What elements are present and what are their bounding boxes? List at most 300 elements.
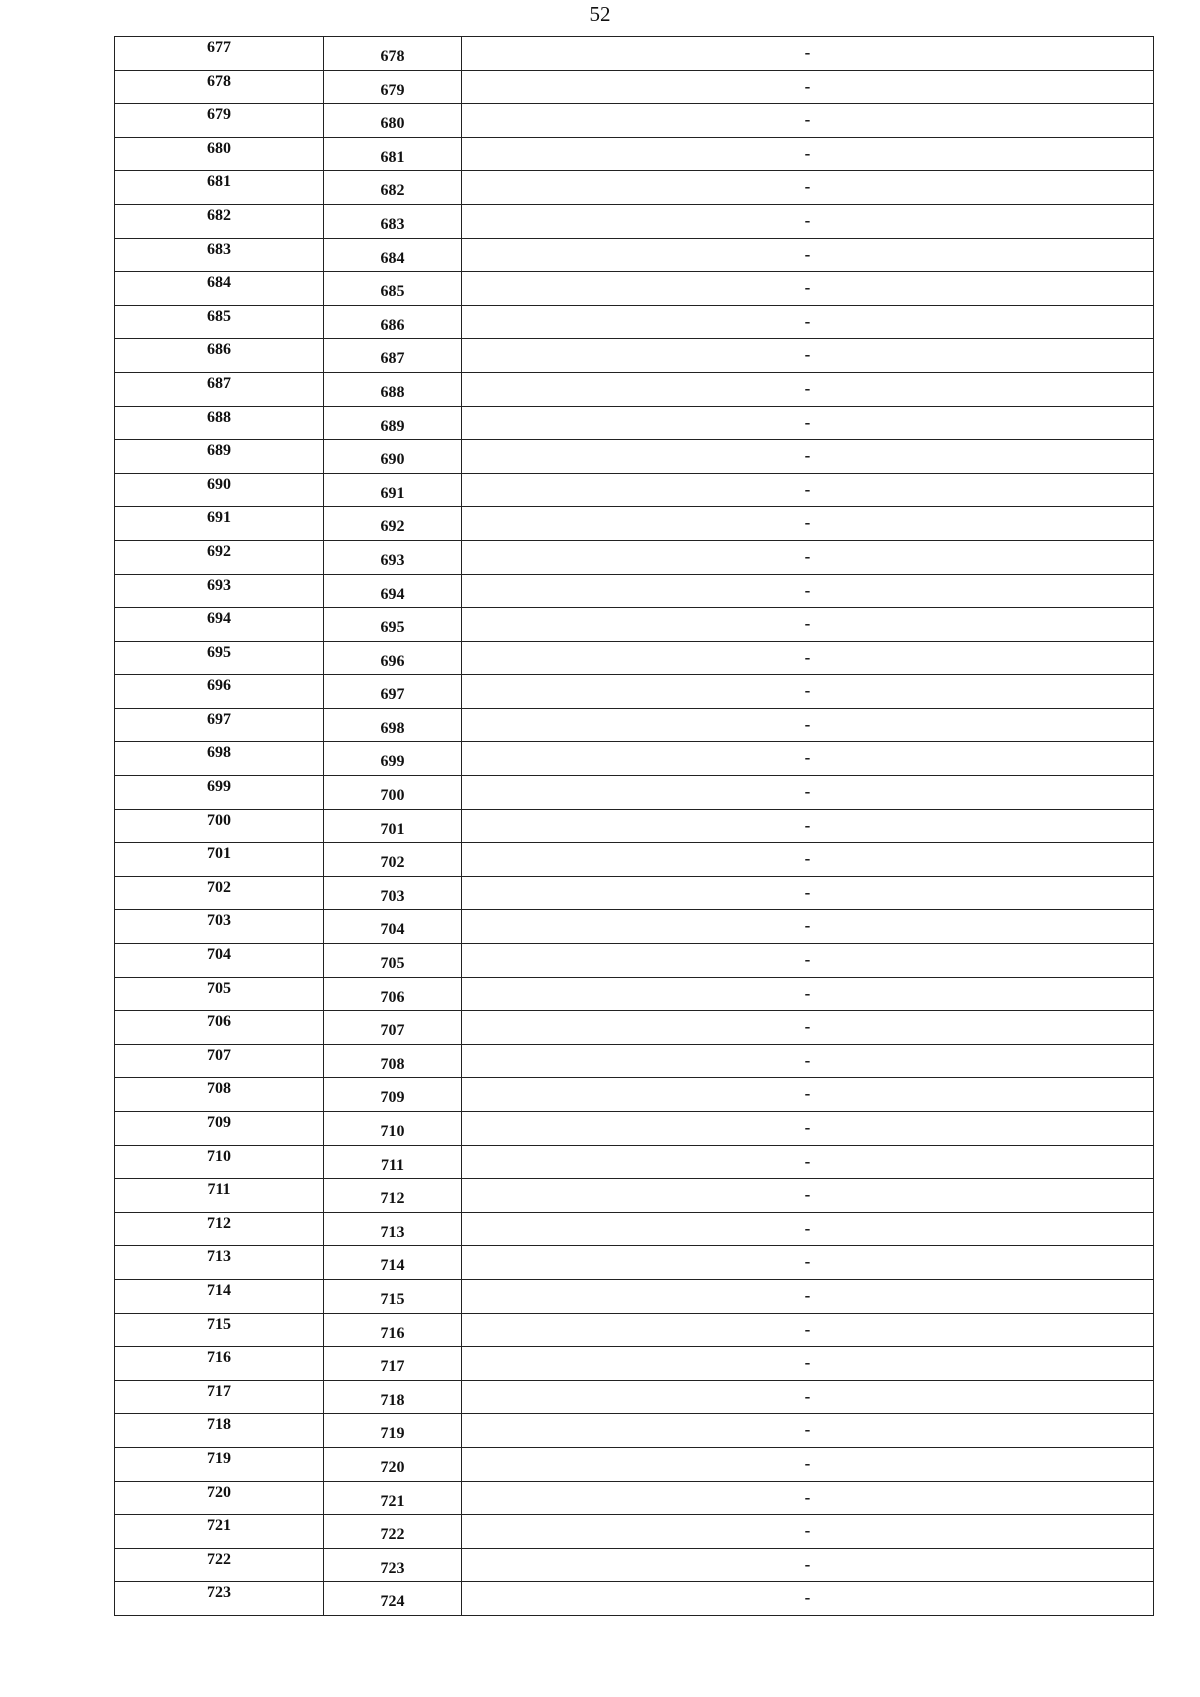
first-column-cell bbox=[115, 1414, 324, 1448]
third-column-cell bbox=[462, 137, 1154, 171]
third-column-cell bbox=[462, 305, 1154, 339]
third-column-cell-text: - bbox=[804, 849, 811, 869]
first-column-cell bbox=[115, 440, 324, 474]
table-row bbox=[115, 708, 1154, 742]
third-column-cell-text: - bbox=[804, 1084, 811, 1104]
first-column-cell-text: 716 bbox=[207, 1349, 231, 1367]
first-column-cell-text: 691 bbox=[207, 509, 231, 527]
table-row bbox=[115, 1414, 1154, 1448]
third-column-cell-text: - bbox=[804, 244, 811, 264]
table-row bbox=[115, 1112, 1154, 1146]
third-column-cell-text: - bbox=[804, 110, 811, 130]
second-column-cell bbox=[324, 540, 462, 574]
first-column-cell bbox=[115, 104, 324, 138]
first-column-cell-text: 696 bbox=[207, 677, 231, 695]
first-column-cell bbox=[115, 876, 324, 910]
first-column-cell-text: 679 bbox=[207, 106, 231, 124]
third-column-cell-text: - bbox=[804, 647, 811, 667]
third-column-cell-text: - bbox=[804, 782, 811, 802]
second-column-cell-text: 722 bbox=[380, 1526, 405, 1544]
first-column-cell bbox=[115, 70, 324, 104]
third-column-cell bbox=[462, 1279, 1154, 1313]
first-column-cell-text: 718 bbox=[207, 1416, 231, 1434]
first-column-cell-text: 717 bbox=[207, 1382, 231, 1400]
third-column-cell bbox=[462, 708, 1154, 742]
second-column-cell-text: 711 bbox=[380, 1156, 405, 1174]
second-column-cell-text: 679 bbox=[380, 81, 405, 99]
first-column-cell bbox=[115, 1347, 324, 1381]
third-column-cell bbox=[462, 507, 1154, 541]
third-column-cell-text: - bbox=[804, 882, 811, 902]
second-column-cell-text: 712 bbox=[380, 1190, 405, 1208]
table-row bbox=[115, 809, 1154, 843]
third-column-cell bbox=[462, 1447, 1154, 1481]
first-column-cell bbox=[115, 1313, 324, 1347]
first-column-cell-text: 720 bbox=[207, 1483, 231, 1501]
third-column-cell bbox=[462, 1515, 1154, 1549]
first-column-cell-text: 693 bbox=[207, 576, 231, 594]
third-column-cell-text: - bbox=[804, 345, 811, 365]
second-column-cell bbox=[324, 1179, 462, 1213]
third-column-cell bbox=[462, 1548, 1154, 1582]
second-column-cell-text: 718 bbox=[380, 1391, 405, 1409]
first-column-cell-text: 681 bbox=[207, 173, 231, 191]
third-column-cell-text: - bbox=[804, 378, 811, 398]
second-column-cell-text: 683 bbox=[380, 215, 405, 233]
third-column-cell bbox=[462, 876, 1154, 910]
first-column-cell-text: 692 bbox=[207, 542, 231, 560]
second-column-cell-text: 693 bbox=[380, 551, 405, 569]
first-column-cell-text: 709 bbox=[207, 1114, 231, 1131]
first-column-cell-text: 723 bbox=[207, 1584, 231, 1602]
table-row bbox=[115, 272, 1154, 306]
first-column-cell bbox=[115, 1044, 324, 1078]
third-column-cell-text: - bbox=[804, 681, 811, 701]
second-column-cell bbox=[324, 876, 462, 910]
third-column-cell-text: - bbox=[804, 748, 811, 768]
second-column-cell bbox=[324, 608, 462, 642]
first-column-cell-text: 711 bbox=[207, 1181, 231, 1199]
third-column-cell bbox=[462, 372, 1154, 406]
second-column-cell-text: 685 bbox=[380, 283, 405, 301]
first-column-cell-text: 708 bbox=[207, 1080, 231, 1098]
first-column-cell bbox=[115, 1481, 324, 1515]
second-column-cell-text: 721 bbox=[380, 1492, 405, 1510]
table-row bbox=[115, 372, 1154, 406]
first-column-cell-text: 688 bbox=[207, 408, 231, 426]
third-column-cell-text: - bbox=[804, 1050, 811, 1070]
third-column-cell-text: - bbox=[804, 714, 811, 734]
second-column-cell bbox=[324, 1011, 462, 1045]
third-column-cell-text: - bbox=[804, 815, 811, 835]
third-column-cell bbox=[462, 406, 1154, 440]
table-row bbox=[115, 776, 1154, 810]
second-column-cell-text: 703 bbox=[380, 887, 405, 905]
table-row bbox=[115, 305, 1154, 339]
table-row bbox=[115, 406, 1154, 440]
second-column-cell bbox=[324, 977, 462, 1011]
third-column-cell bbox=[462, 1078, 1154, 1112]
first-column-cell bbox=[115, 339, 324, 373]
third-column-cell-text: - bbox=[804, 1353, 811, 1373]
first-column-cell-text: 712 bbox=[207, 1214, 231, 1232]
third-column-cell-text: - bbox=[804, 479, 811, 499]
second-column-cell bbox=[324, 1212, 462, 1246]
second-column-cell bbox=[324, 910, 462, 944]
first-column-cell-text: 701 bbox=[207, 845, 231, 863]
third-column-cell bbox=[462, 944, 1154, 978]
second-column-cell bbox=[324, 1044, 462, 1078]
second-column-cell bbox=[324, 305, 462, 339]
first-column-cell-text: 713 bbox=[207, 1248, 231, 1266]
second-column-cell-text: 686 bbox=[380, 316, 405, 334]
third-column-cell-text: - bbox=[804, 916, 811, 936]
first-column-cell bbox=[115, 272, 324, 306]
table-row bbox=[115, 1548, 1154, 1582]
second-column-cell bbox=[324, 372, 462, 406]
third-column-cell bbox=[462, 339, 1154, 373]
first-column-cell-text: 704 bbox=[207, 946, 231, 964]
third-column-cell-text: - bbox=[804, 446, 811, 466]
third-column-cell-text: - bbox=[804, 950, 811, 970]
table-row bbox=[115, 440, 1154, 474]
third-column-cell-text: - bbox=[804, 1487, 811, 1507]
second-column-cell bbox=[324, 1447, 462, 1481]
second-column-cell bbox=[324, 1582, 462, 1616]
second-column-cell bbox=[324, 473, 462, 507]
table-row bbox=[115, 204, 1154, 238]
third-column-cell bbox=[462, 1011, 1154, 1045]
third-column-cell-text: - bbox=[804, 546, 811, 566]
third-column-cell-text: - bbox=[804, 1218, 811, 1238]
second-column-cell bbox=[324, 171, 462, 205]
first-column-cell bbox=[115, 742, 324, 776]
table-row bbox=[115, 574, 1154, 608]
second-column-cell bbox=[324, 1246, 462, 1280]
first-column-cell-text: 680 bbox=[207, 139, 231, 157]
second-column-cell-text: 680 bbox=[380, 115, 405, 133]
table-row bbox=[115, 1481, 1154, 1515]
first-column-cell bbox=[115, 507, 324, 541]
third-column-cell-text: - bbox=[804, 43, 811, 62]
first-column-cell-text: 684 bbox=[207, 274, 231, 292]
table-row bbox=[115, 910, 1154, 944]
second-column-cell-text: 699 bbox=[380, 753, 405, 771]
third-column-cell bbox=[462, 675, 1154, 709]
second-column-cell bbox=[324, 1145, 462, 1179]
table-row bbox=[115, 608, 1154, 642]
first-column-cell bbox=[115, 1582, 324, 1616]
second-column-cell bbox=[324, 1380, 462, 1414]
first-column-cell bbox=[115, 1145, 324, 1179]
second-column-cell-text: 682 bbox=[380, 182, 405, 200]
first-column-cell bbox=[115, 776, 324, 810]
second-column-cell-text: 689 bbox=[380, 417, 405, 435]
second-column-cell bbox=[324, 204, 462, 238]
second-column-cell bbox=[324, 1112, 462, 1146]
first-column-cell bbox=[115, 1078, 324, 1112]
second-column-cell-text: 708 bbox=[380, 1055, 405, 1073]
table-row bbox=[115, 977, 1154, 1011]
second-column-cell-text: 678 bbox=[380, 48, 405, 65]
first-column-cell-text: 683 bbox=[207, 240, 231, 258]
first-column-cell bbox=[115, 238, 324, 272]
first-column-cell bbox=[115, 540, 324, 574]
first-column-cell-text: 707 bbox=[207, 1046, 231, 1064]
third-column-cell-text: - bbox=[804, 614, 811, 634]
table-row bbox=[115, 104, 1154, 138]
third-column-cell bbox=[462, 1347, 1154, 1381]
third-column-cell bbox=[462, 204, 1154, 238]
first-column-cell bbox=[115, 1212, 324, 1246]
first-column-cell bbox=[115, 1179, 324, 1213]
second-column-cell bbox=[324, 137, 462, 171]
table-row bbox=[115, 1582, 1154, 1616]
first-column-cell-text: 695 bbox=[207, 643, 231, 661]
second-column-cell bbox=[324, 708, 462, 742]
third-column-cell bbox=[462, 641, 1154, 675]
third-column-cell-text: - bbox=[804, 210, 811, 230]
second-column-cell-text: 691 bbox=[380, 484, 405, 502]
table-row bbox=[115, 675, 1154, 709]
second-column-cell bbox=[324, 37, 462, 71]
first-column-cell-text: 697 bbox=[207, 710, 231, 728]
table-row bbox=[115, 1515, 1154, 1549]
third-column-cell bbox=[462, 473, 1154, 507]
first-column-cell bbox=[115, 1447, 324, 1481]
second-column-cell-text: 717 bbox=[380, 1358, 405, 1376]
table-row bbox=[115, 339, 1154, 373]
first-column-cell-text: 694 bbox=[207, 610, 231, 628]
first-column-cell bbox=[115, 1548, 324, 1582]
second-column-cell bbox=[324, 742, 462, 776]
third-column-cell-text: - bbox=[804, 983, 811, 1003]
second-column-cell bbox=[324, 1414, 462, 1448]
first-column-cell bbox=[115, 809, 324, 843]
second-column-cell-text: 709 bbox=[380, 1089, 405, 1107]
third-column-cell-text: - bbox=[804, 1319, 811, 1339]
table-row bbox=[115, 1011, 1154, 1045]
table-row bbox=[115, 507, 1154, 541]
third-column-cell-text: - bbox=[804, 1017, 811, 1037]
second-column-cell-text: 716 bbox=[380, 1324, 405, 1342]
third-column-cell bbox=[462, 776, 1154, 810]
second-column-cell-text: 710 bbox=[380, 1123, 405, 1140]
first-column-cell bbox=[115, 1515, 324, 1549]
table-row bbox=[115, 37, 1154, 71]
third-column-cell bbox=[462, 977, 1154, 1011]
second-column-cell-text: 684 bbox=[380, 249, 405, 267]
first-column-cell bbox=[115, 944, 324, 978]
first-column-cell-text: 690 bbox=[207, 475, 231, 493]
table-row bbox=[115, 1447, 1154, 1481]
first-column-cell-text: 698 bbox=[207, 744, 231, 762]
third-column-cell-text: - bbox=[804, 1453, 811, 1473]
second-column-cell-text: 700 bbox=[380, 787, 405, 805]
first-column-cell bbox=[115, 1380, 324, 1414]
third-column-cell-text: - bbox=[804, 1386, 811, 1406]
first-column-cell-text: 689 bbox=[207, 442, 231, 460]
second-column-cell-text: 706 bbox=[380, 988, 405, 1006]
table-row bbox=[115, 1347, 1154, 1381]
table-row bbox=[115, 1212, 1154, 1246]
second-column-cell-text: 724 bbox=[380, 1593, 405, 1611]
table-row bbox=[115, 171, 1154, 205]
first-column-cell bbox=[115, 675, 324, 709]
second-column-cell bbox=[324, 641, 462, 675]
first-column-cell bbox=[115, 137, 324, 171]
third-column-cell-text: - bbox=[804, 412, 811, 432]
second-column-cell bbox=[324, 1515, 462, 1549]
third-column-cell-text: - bbox=[804, 580, 811, 600]
second-column-cell-text: 704 bbox=[380, 921, 405, 939]
third-column-cell-text: - bbox=[804, 278, 811, 298]
second-column-cell bbox=[324, 675, 462, 709]
first-column-cell bbox=[115, 1112, 324, 1146]
third-column-cell bbox=[462, 1112, 1154, 1146]
page-number: 52 bbox=[589, 2, 611, 26]
third-column-cell bbox=[462, 843, 1154, 877]
third-column-cell bbox=[462, 1481, 1154, 1515]
first-column-cell bbox=[115, 641, 324, 675]
second-column-cell bbox=[324, 238, 462, 272]
table-row bbox=[115, 1044, 1154, 1078]
third-column-cell bbox=[462, 1179, 1154, 1213]
first-column-cell-text: 722 bbox=[207, 1550, 231, 1568]
first-column-cell-text: 702 bbox=[207, 878, 231, 896]
table-row bbox=[115, 70, 1154, 104]
third-column-cell bbox=[462, 272, 1154, 306]
table-row bbox=[115, 137, 1154, 171]
first-column-cell bbox=[115, 372, 324, 406]
third-column-cell-text: - bbox=[804, 1252, 811, 1272]
second-column-cell-text: 681 bbox=[380, 148, 405, 166]
first-column-cell bbox=[115, 406, 324, 440]
third-column-cell bbox=[462, 1380, 1154, 1414]
second-column-cell-text: 690 bbox=[380, 451, 405, 469]
second-column-cell bbox=[324, 339, 462, 373]
third-column-cell-text: - bbox=[804, 1185, 811, 1205]
third-column-cell bbox=[462, 809, 1154, 843]
first-column-cell-text: 715 bbox=[207, 1315, 231, 1333]
first-column-cell-text: 687 bbox=[207, 374, 231, 392]
first-column-cell bbox=[115, 171, 324, 205]
first-column-cell-text: 706 bbox=[207, 1013, 231, 1031]
first-column-cell bbox=[115, 37, 324, 71]
third-column-cell bbox=[462, 171, 1154, 205]
first-column-cell bbox=[115, 1011, 324, 1045]
third-column-cell-text: - bbox=[804, 311, 811, 331]
data-table bbox=[114, 36, 1154, 1616]
third-column-cell bbox=[462, 1145, 1154, 1179]
first-column-cell bbox=[115, 204, 324, 238]
third-column-cell bbox=[462, 742, 1154, 776]
second-column-cell bbox=[324, 104, 462, 138]
second-column-cell bbox=[324, 1548, 462, 1582]
third-column-cell bbox=[462, 70, 1154, 104]
first-column-cell-text: 719 bbox=[207, 1449, 231, 1467]
table-row bbox=[115, 1246, 1154, 1280]
second-column-cell bbox=[324, 1078, 462, 1112]
first-column-cell-text: 685 bbox=[207, 307, 231, 325]
third-column-cell bbox=[462, 238, 1154, 272]
third-column-cell bbox=[462, 608, 1154, 642]
second-column-cell-text: 723 bbox=[380, 1559, 405, 1577]
second-column-cell bbox=[324, 809, 462, 843]
third-column-cell bbox=[462, 104, 1154, 138]
third-column-cell bbox=[462, 1582, 1154, 1616]
second-column-cell bbox=[324, 776, 462, 810]
first-column-cell-text: 705 bbox=[207, 979, 231, 997]
first-column-cell-text: 678 bbox=[207, 72, 231, 90]
third-column-cell bbox=[462, 440, 1154, 474]
second-column-cell bbox=[324, 843, 462, 877]
third-column-cell bbox=[462, 910, 1154, 944]
first-column-cell-text: 699 bbox=[207, 778, 231, 796]
first-column-cell-text: 686 bbox=[207, 341, 231, 359]
first-column-cell bbox=[115, 1246, 324, 1280]
second-column-cell bbox=[324, 1347, 462, 1381]
second-column-cell-text: 697 bbox=[380, 686, 405, 704]
second-column-cell-text: 701 bbox=[380, 820, 405, 838]
table-row bbox=[115, 1313, 1154, 1347]
second-column-cell-text: 695 bbox=[380, 619, 405, 637]
third-column-cell-text: - bbox=[804, 1554, 811, 1574]
second-column-cell-text: 696 bbox=[380, 652, 405, 670]
second-column-cell bbox=[324, 944, 462, 978]
first-column-cell-text: 710 bbox=[207, 1147, 231, 1165]
table-row bbox=[115, 843, 1154, 877]
third-column-cell bbox=[462, 1246, 1154, 1280]
second-column-cell-text: 715 bbox=[380, 1290, 405, 1308]
second-column-cell bbox=[324, 70, 462, 104]
second-column-cell bbox=[324, 406, 462, 440]
second-column-cell-text: 698 bbox=[380, 719, 405, 737]
second-column-cell bbox=[324, 272, 462, 306]
second-column-cell-text: 694 bbox=[380, 585, 405, 603]
first-column-cell bbox=[115, 305, 324, 339]
first-column-cell bbox=[115, 1279, 324, 1313]
third-column-cell bbox=[462, 1044, 1154, 1078]
second-column-cell bbox=[324, 1313, 462, 1347]
third-column-cell-text: - bbox=[804, 143, 811, 163]
first-column-cell-text: 677 bbox=[207, 39, 231, 56]
third-column-cell-text: - bbox=[804, 177, 811, 197]
third-column-cell-text: - bbox=[804, 1151, 811, 1171]
third-column-cell-text: - bbox=[804, 513, 811, 533]
second-column-cell-text: 688 bbox=[380, 383, 405, 401]
first-column-cell bbox=[115, 910, 324, 944]
second-column-cell-text: 713 bbox=[380, 1223, 405, 1241]
first-column-cell bbox=[115, 977, 324, 1011]
third-column-cell-text: - bbox=[804, 76, 811, 96]
second-column-cell-text: 714 bbox=[380, 1257, 405, 1275]
table-row bbox=[115, 876, 1154, 910]
second-column-cell bbox=[324, 440, 462, 474]
first-column-cell-text: 721 bbox=[207, 1517, 231, 1535]
table-row bbox=[115, 540, 1154, 574]
second-column-cell bbox=[324, 574, 462, 608]
third-column-cell-text: - bbox=[804, 1285, 811, 1305]
table-row bbox=[115, 1145, 1154, 1179]
third-column-cell bbox=[462, 1313, 1154, 1347]
table-row bbox=[115, 742, 1154, 776]
table-row bbox=[115, 1078, 1154, 1112]
table-row bbox=[115, 473, 1154, 507]
second-column-cell-text: 720 bbox=[380, 1458, 405, 1476]
third-column-cell-text: - bbox=[804, 1118, 811, 1137]
first-column-cell-text: 714 bbox=[207, 1281, 231, 1299]
